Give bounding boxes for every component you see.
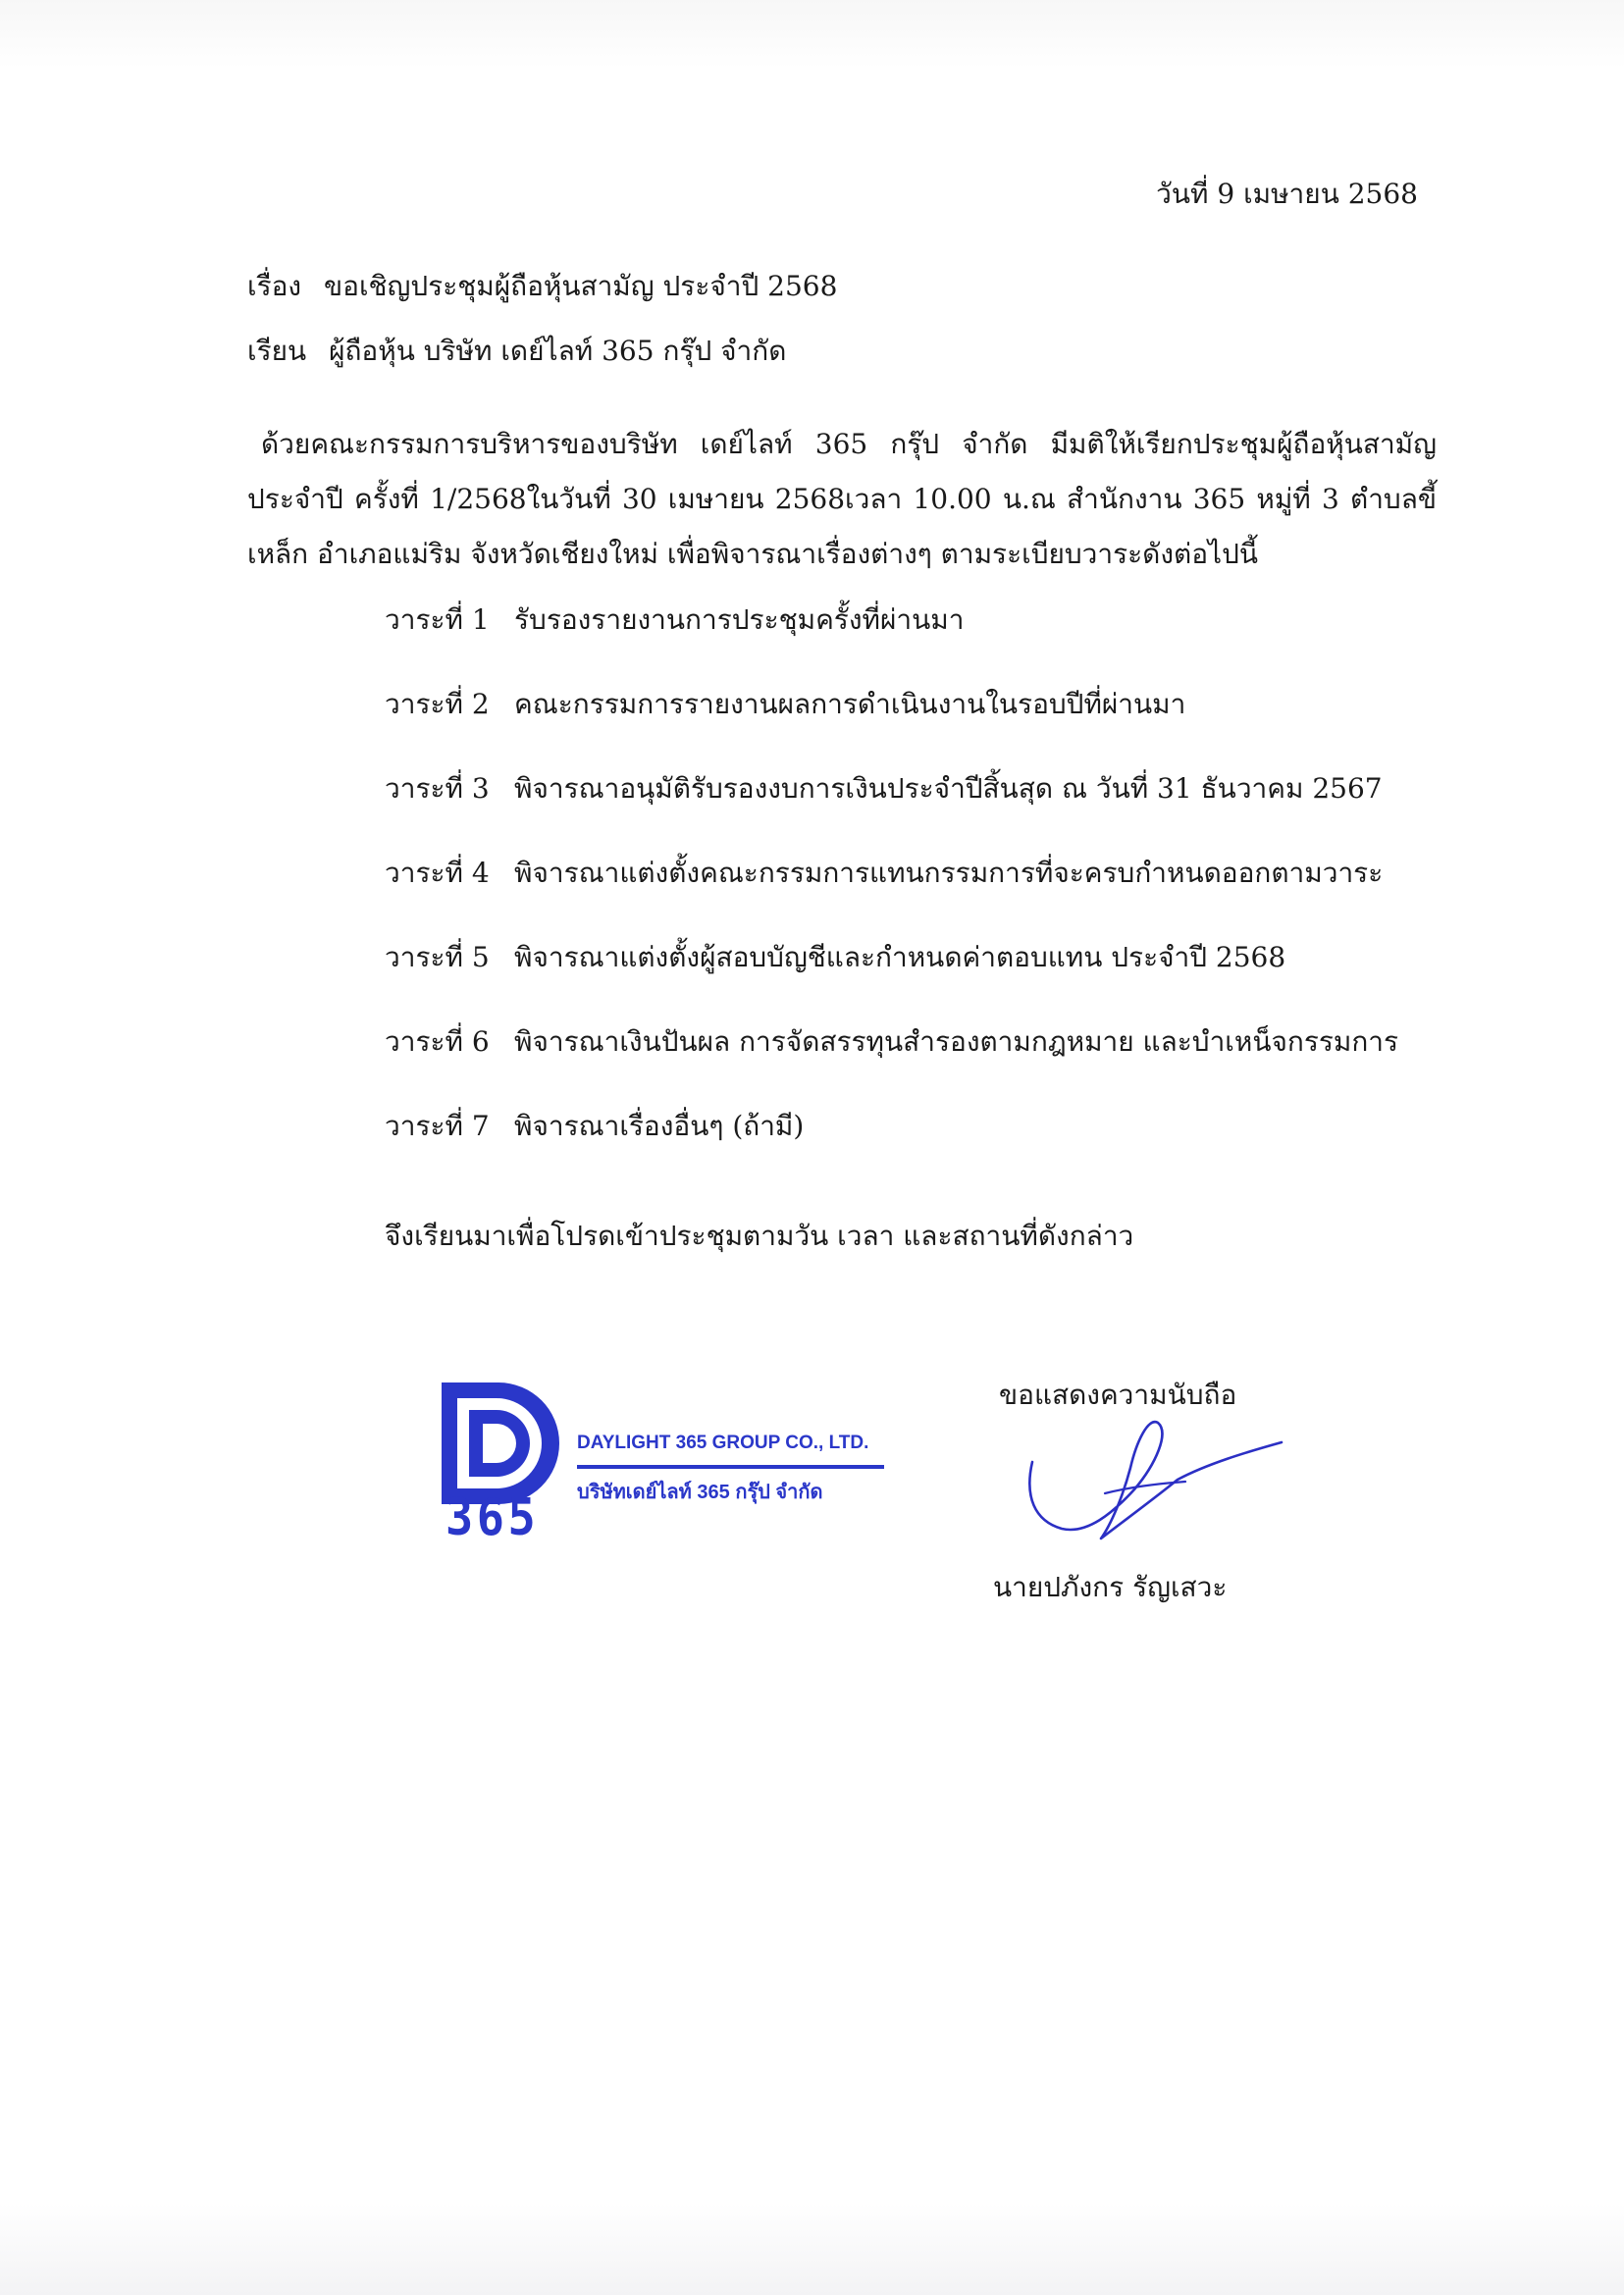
agenda-number: วาระที่ 2	[385, 688, 490, 720]
agenda-number: วาระที่ 1	[385, 603, 490, 636]
signature-icon	[1011, 1403, 1305, 1550]
stamp-company-en: DAYLIGHT 365 GROUP CO., LTD.	[577, 1433, 869, 1453]
closing-line: จึงเรียนมาเพื่อโปรดเข้าประชุมตามวัน เวลา และสถานที่ดังกล่าว	[385, 1220, 1134, 1252]
letter-date: วันที่ 9 เมษายน 2568	[1156, 178, 1418, 210]
subject-label: เรื่อง	[247, 270, 302, 302]
agenda-number: วาระที่ 7	[385, 1110, 490, 1142]
agenda-list	[385, 599, 1464, 1189]
signer-name: นายปภังกร รัญเสวะ	[993, 1571, 1228, 1603]
agenda-text: พิจารณาเงินปันผล การจัดสรรทุนสำรองตามกฎหมาย และบำเหน็จกรรมการ	[514, 1025, 1399, 1058]
regards-line: ขอแสดงความนับถือ	[999, 1379, 1237, 1411]
agenda-text: รับรองรายงานการประชุมครั้งที่ผ่านมา	[514, 603, 965, 636]
agenda-number: วาระที่ 5	[385, 941, 490, 973]
stamp-divider	[577, 1465, 884, 1469]
recipient-line	[247, 330, 786, 373]
body-paragraph: ด้วยคณะกรรมการบริหารของบริษัท เดย์ไลท์ 365 กรุ๊ป จำกัด มีมติให้เรียกประชุมผู้ถือหุ้นสามัญประจำปี ครั้งที่ 1/2568ในวันที่ 30 เมษายน 2568เวลา 10.00 น.ณ สำนักงาน 365 หมู่ที่ 3 ตำบลขี้เหล็ก อำเภอแม่ริม จังหวัดเชียงใหม่ เพื่อพิจารณาเรื่องต่างๆ ตามระเบียบวาระดังต่อไปนี้	[247, 428, 1437, 570]
recipient-text: ผู้ถือหุ้น บริษัท เดย์ไลท์ 365 กรุ๊ป จำกัด	[329, 335, 787, 367]
subject-line	[247, 265, 837, 308]
company-stamp	[438, 1379, 899, 1547]
subject-text: ขอเชิญประชุมผู้ถือหุ้นสามัญ ประจำปี 2568	[324, 270, 838, 302]
agenda-item	[385, 1105, 1464, 1189]
recipient-label: เรียน	[247, 335, 307, 367]
agenda-text: คณะกรรมการรายงานผลการดำเนินงานในรอบปีที่ผ่านมา	[514, 688, 1186, 720]
agenda-item	[385, 599, 1464, 683]
agenda-number: วาระที่ 4	[385, 857, 490, 889]
agenda-text: พิจารณาเรื่องอื่นๆ (ถ้ามี)	[514, 1110, 805, 1142]
stamp-number: 365	[445, 1488, 540, 1547]
agenda-item	[385, 683, 1464, 767]
agenda-text: พิจารณาแต่งตั้งคณะกรรมการแทนกรรมการที่จะครบกำหนดออกตามวาระ	[514, 857, 1384, 889]
agenda-text: พิจารณาแต่งตั้งผู้สอบบัญชีและกำหนดค่าตอบแทน ประจำปี 2568	[514, 941, 1286, 973]
agenda-item	[385, 852, 1464, 936]
stamp-company-th: บริษัทเดย์ไลท์ 365 กรุ๊ป จำกัด	[577, 1482, 823, 1503]
agenda-item	[385, 767, 1464, 852]
agenda-item	[385, 936, 1464, 1020]
agenda-number: วาระที่ 3	[385, 772, 490, 805]
agenda-item	[385, 1020, 1464, 1105]
agenda-number: วาระที่ 6	[385, 1025, 490, 1058]
agenda-text: พิจารณาอนุมัติรับรองงบการเงินประจำปีสิ้นสุด ณ วันที่ 31 ธันวาคม 2567	[514, 772, 1383, 805]
